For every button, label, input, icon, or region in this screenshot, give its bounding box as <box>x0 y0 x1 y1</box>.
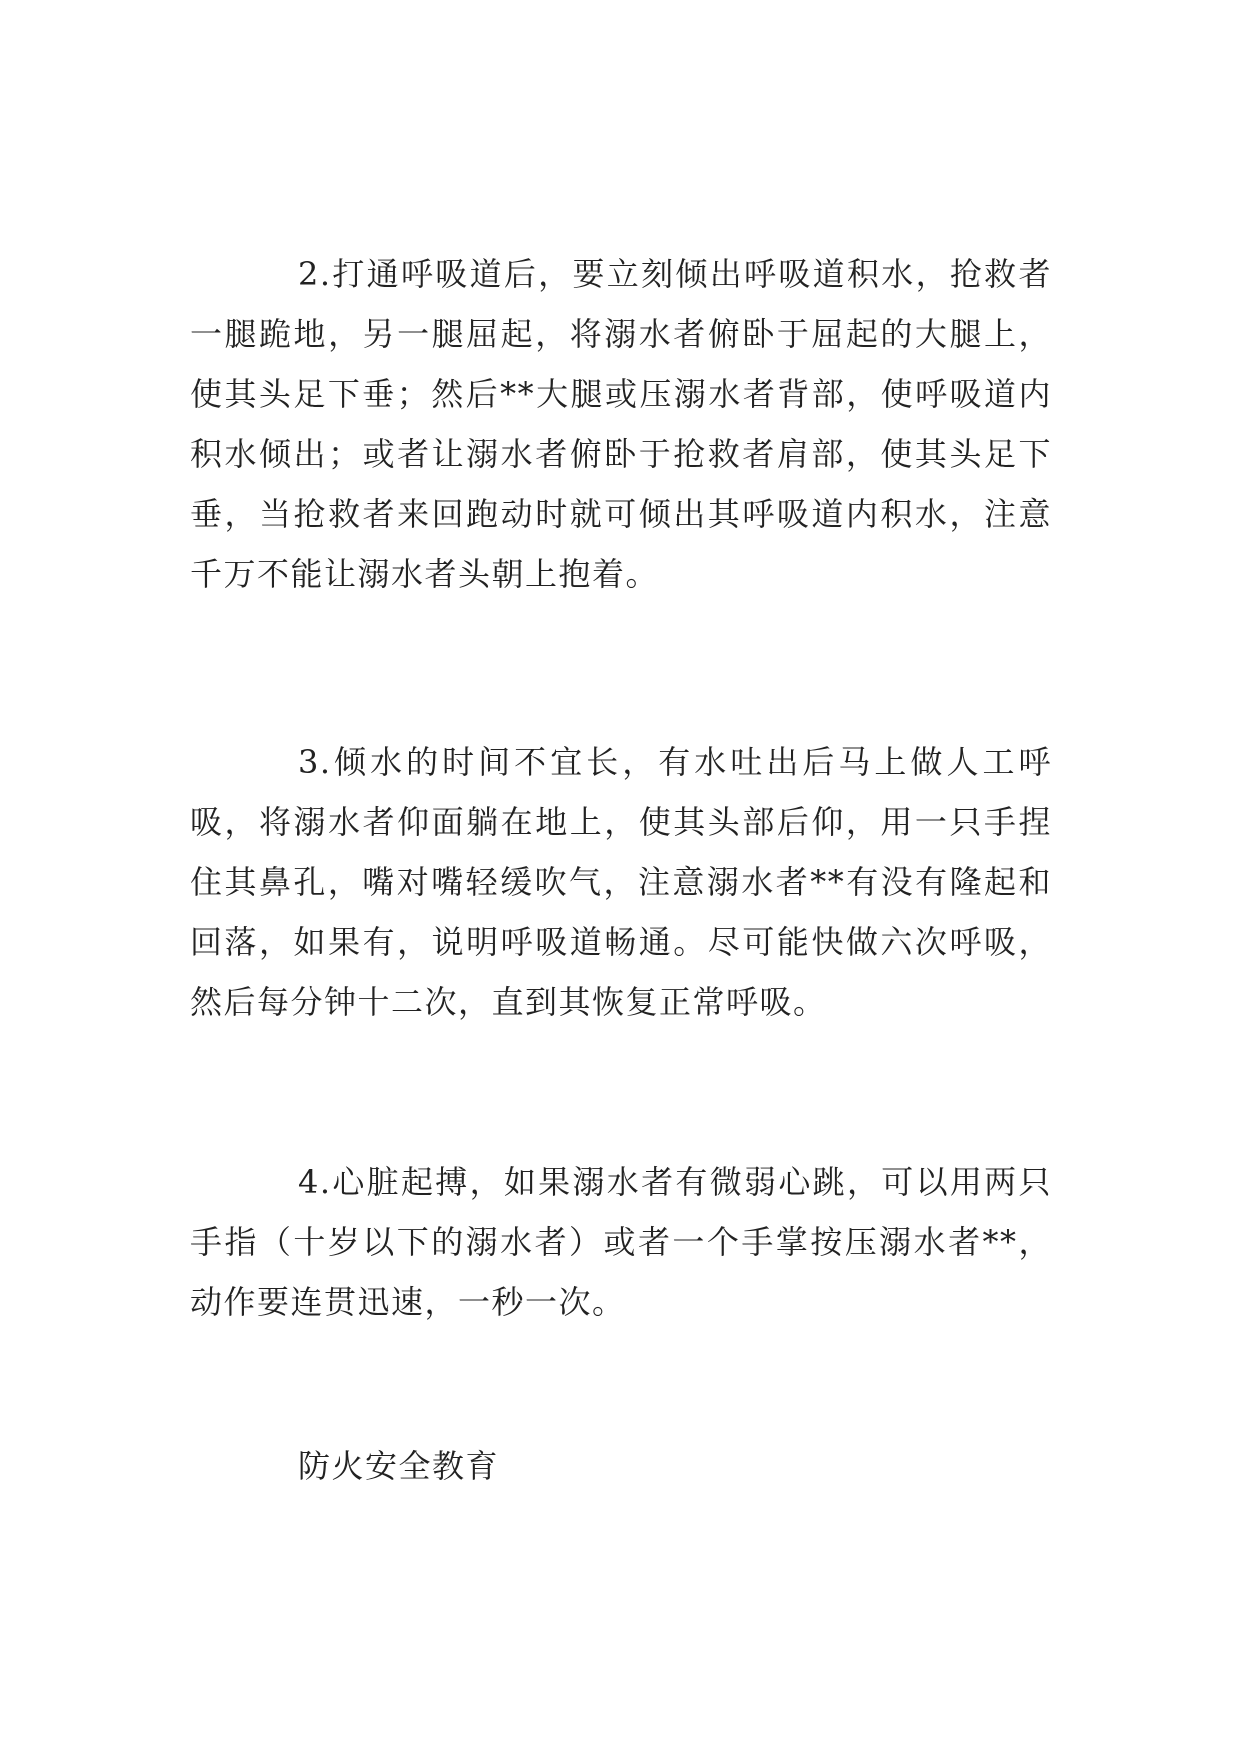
section-heading: 防火安全教育 <box>298 1447 500 1485</box>
paragraph-cardiac-compression: 4.心脏起搏，如果溺水者有微弱心跳，可以用两只手指（十岁以下的溺水者）或者一个手掌按压溺水者**，动作要连贯迅速，一秒一次。 <box>190 1163 1052 1321</box>
paragraph-clear-airway: 2.打通呼吸道后，要立刻倾出呼吸道积水，抢救者一腿跪地，另一腿屈起，将溺水者俯卧于屈起的大腿上，使其头足下垂；然后**大腿或压溺水者背部，使呼吸道内积水倾出；或者让溺水者俯卧于抢救者肩部，使其头足下垂，当抢救者来回跑动时就可倾出其呼吸道内积水，注意千万不能让溺水者头朝上抱着。 <box>190 255 1052 593</box>
paragraph-artificial-respiration: 3.倾水的时间不宜长，有水吐出后马上做人工呼吸，将溺水者仰面躺在地上，使其头部后仰，用一只手捏住其鼻孔，嘴对嘴轻缓吹气，注意溺水者**有没有隆起和回落，如果有，说明呼吸道畅通。尽可能快做六次呼吸，然后每分钟十二次，直到其恢复正常呼吸。 <box>190 743 1052 1021</box>
